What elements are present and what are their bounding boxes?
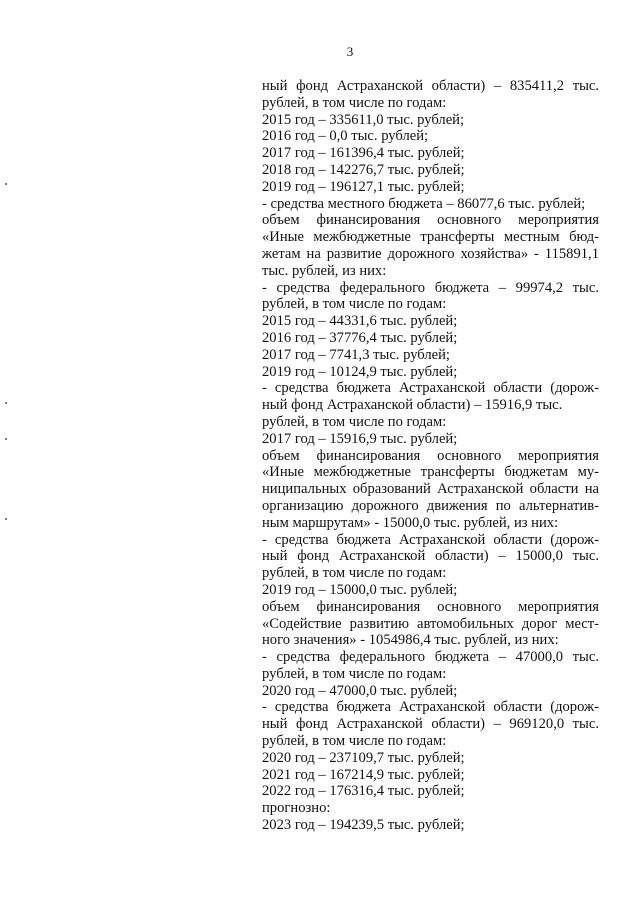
text-line: 2017 год – 15916,9 тыс. рублей; <box>262 430 458 447</box>
text-line: ный фонд Астраханской области) – 835411,2 тыс. <box>262 78 599 94</box>
margin-mark <box>5 183 7 185</box>
text-line: ниципальных образований Астраханской области на <box>262 481 599 498</box>
text-line: 2022 год – 176316,4 тыс. рублей; <box>262 783 465 800</box>
text-line: «Иные межбюджетные трансферты местным бюд- <box>262 229 599 246</box>
text-line: 2019 год – 15000,0 тыс. рублей; <box>262 581 458 598</box>
text-line: 2015 год – 44331,6 тыс. рублей; <box>262 313 458 330</box>
text-line: объем финансирования основного мероприятия <box>262 598 599 615</box>
text-line: прогнозно: <box>262 800 331 817</box>
page-number: 3 <box>346 44 354 59</box>
text-line: ным маршрутам» - 15000,0 тыс. рублей, из них: <box>262 514 559 531</box>
text-line: рублей, в том числе по годам: <box>262 296 447 313</box>
text-line: «Содействие развитию автомобильных дорог мест- <box>262 615 599 632</box>
text-line: - средства бюджета Астраханской области (дорож- <box>262 699 599 716</box>
margin-mark <box>5 438 7 440</box>
text-line: рублей, в том числе по годам: <box>262 733 447 750</box>
text-line: объем финансирования основного мероприятия <box>262 447 599 464</box>
text-line: «Иные межбюджетные трансферты бюджетам му- <box>262 464 599 481</box>
text-line: 2017 год – 7741,3 тыс. рублей; <box>262 346 450 363</box>
text-line: ный фонд Астраханской области) – 15000,0 тыс. <box>262 548 599 565</box>
text-line: - средства бюджета Астраханской области (дорож- <box>262 380 599 397</box>
text-line: ный фонд Астраханской области) – 969120,0 тыс. <box>262 716 599 733</box>
text-line: ного значения» - 1054986,4 тыс. рублей, из них: <box>262 632 559 649</box>
text-line: - средства федерального бюджета – 47000,0 тыс. <box>262 649 599 666</box>
text-line: рублей, в том числе по годам: <box>262 665 447 682</box>
text-line: - средства местного бюджета – 86077,6 тыс. рублей; <box>262 195 586 212</box>
text-line: ный фонд Астраханской области) – 15916,9 тыс. <box>262 397 563 414</box>
text-line: 2023 год – 194239,5 тыс. рублей; <box>262 817 465 834</box>
text-line: 2020 год – 237109,7 тыс. рублей; <box>262 749 465 766</box>
text-line: 2017 год – 161396,4 тыс. рублей; <box>262 145 465 162</box>
text-line: 2019 год – 10124,9 тыс. рублей; <box>262 363 458 380</box>
text-line: рублей, в том числе по годам: <box>262 94 447 111</box>
text-line: тыс. рублей, из них: <box>262 262 387 279</box>
body-text <box>262 78 599 834</box>
text-line: рублей, в том числе по годам: <box>262 565 447 582</box>
text-line: рублей, в том числе по годам: <box>262 413 447 430</box>
text-line: - средства федерального бюджета – 99974,2 тыс. <box>262 279 599 296</box>
margin-mark <box>5 518 7 520</box>
text-line: 2016 год – 0,0 тыс. рублей; <box>262 128 429 145</box>
margin-mark <box>5 402 7 404</box>
text-line: организацию дорожного движения по альтернатив- <box>262 497 599 514</box>
text-line: - средства бюджета Астраханской области (дорож- <box>262 531 599 548</box>
text-line: 2018 год – 142276,7 тыс. рублей; <box>262 161 465 178</box>
text-line: 2016 год – 37776,4 тыс. рублей; <box>262 329 458 346</box>
text-line: 2019 год – 196127,1 тыс. рублей; <box>262 178 465 195</box>
text-line: объем финансирования основного мероприятия <box>262 212 599 229</box>
text-line: 2021 год – 167214,9 тыс. рублей; <box>262 766 465 783</box>
text-line: жетам на развитие дорожного хозяйства» - 115891,1 <box>262 245 599 262</box>
text-line: 2020 год – 47000,0 тыс. рублей; <box>262 682 458 699</box>
text-line: 2015 год – 335611,0 тыс. рублей; <box>262 111 465 128</box>
